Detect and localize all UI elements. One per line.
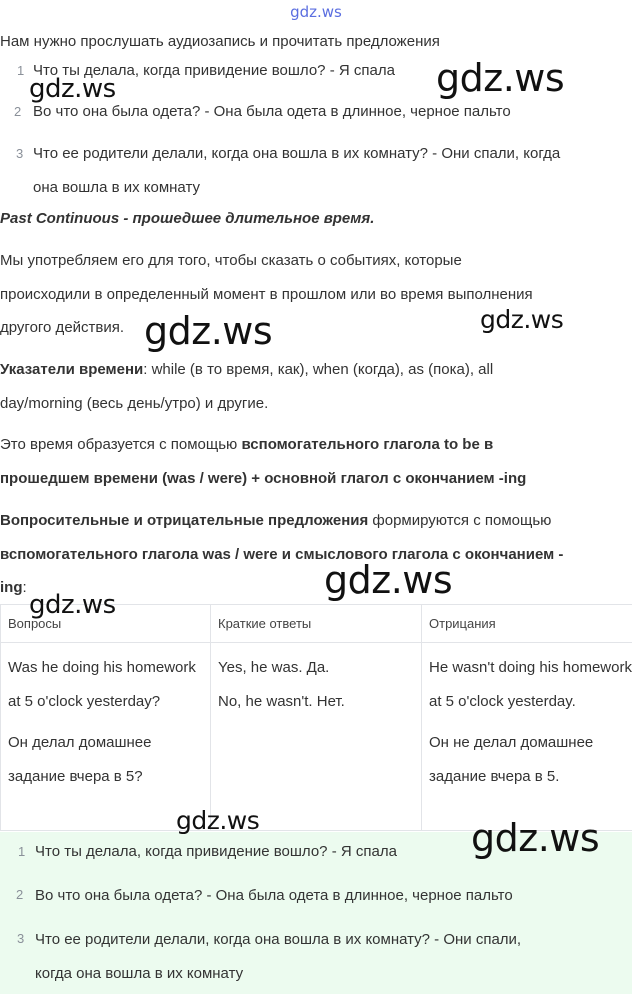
list-item: Что ты делала, когда привидение вошло? - Я спала: [35, 843, 397, 860]
table-header: Краткие ответы: [211, 605, 422, 643]
time-markers-text: : while (в то время, как), when (когда), as (пока), all: [143, 361, 494, 378]
watermark: gdz.ws: [176, 806, 260, 835]
questions-tail: :: [22, 579, 27, 596]
cell-text: Yes, he was. Да.: [218, 659, 330, 676]
table-header: Отрицания: [422, 605, 632, 643]
list-number: 2: [16, 887, 24, 902]
grammar-table: [0, 604, 632, 831]
list-item: Во что она была одета? - Она была одета в длинное, черное пальто: [33, 103, 511, 120]
time-markers-label: Указатели времени: [0, 361, 144, 378]
questions-bold: вспомогательного глагола was / were и смыслового глагола с окончанием -: [0, 545, 564, 563]
cell-text: No, he wasn't. Нет.: [218, 692, 345, 710]
table-header: Вопросы: [1, 605, 211, 643]
list-number: 3: [17, 931, 25, 946]
cell-text: Was he doing his homework at 5 o'clock yesterday?: [8, 659, 196, 710]
list-number: 1: [18, 844, 26, 859]
time-markers-text: day/morning (весь день/утро) и другие.: [0, 394, 269, 412]
table-row: [1, 643, 632, 831]
list-item: [35, 923, 630, 990]
list-item: [33, 137, 628, 204]
time-markers: [0, 353, 628, 420]
formation-plain: Это время образуется с помощью: [0, 436, 242, 453]
list-item-line: она вошла в их комнату: [33, 178, 200, 196]
list-number: 1: [17, 63, 25, 78]
top-watermark: gdz.ws: [290, 3, 342, 21]
tense-title: Past Continuous - прошедшее длительное время.: [0, 210, 375, 227]
watermark: gdz.ws: [471, 816, 600, 860]
list-item: Что ты делала, когда привидение вошло? - Я спала: [33, 62, 395, 79]
watermark: gdz.ws: [29, 590, 116, 620]
table-cell: [211, 643, 422, 831]
usage-line: происходили в определенный момент в прошлом или во время выполнения: [0, 285, 533, 303]
watermark: gdz.ws: [144, 309, 273, 353]
list-item-line: когда она вошла в их комнату: [35, 964, 244, 982]
formation-text: [0, 428, 628, 495]
list-number: 2: [14, 104, 22, 119]
questions-plain: формируются с помощью: [368, 512, 552, 529]
watermark: gdz.ws: [480, 305, 564, 334]
table-cell: [1, 643, 211, 831]
watermark: gdz.ws: [436, 56, 565, 100]
questions-lead: Вопросительные и отрицательные предложения: [0, 512, 369, 529]
list-item-line: Что ее родители делали, когда она вошла в их комнату? - Они спали, когда: [33, 145, 561, 162]
formation-bold: прошедшем времени (was / were) + основной глагол с окончанием -ing: [0, 469, 527, 487]
table-cell: [422, 643, 632, 831]
questions-bold: ing: [0, 579, 23, 596]
intro-text: Нам нужно прослушать аудиозапись и прочитать предложения: [0, 33, 440, 50]
cell-text: He wasn't doing his homework at 5 o'clock yesterday.: [429, 659, 632, 710]
list-item: Во что она была одета? - Она была одета в длинное, черное пальто: [35, 887, 513, 904]
watermark: gdz.ws: [29, 74, 116, 104]
watermark: gdz.ws: [324, 558, 453, 602]
list-item-line: Что ее родители делали, когда она вошла в их комнату? - Они спали,: [35, 931, 522, 948]
cell-text: Он делал домашнее задание вчера в 5?: [8, 734, 152, 785]
formation-bold: вспомогательного глагола to be в: [241, 436, 494, 453]
cell-text: Он не делал домашнее задание вчера в 5.: [429, 734, 594, 785]
list-number: 3: [16, 146, 24, 161]
usage-line: другого действия.: [0, 319, 125, 336]
usage-line: Мы употребляем его для того, чтобы сказать о событиях, которые: [0, 252, 462, 269]
